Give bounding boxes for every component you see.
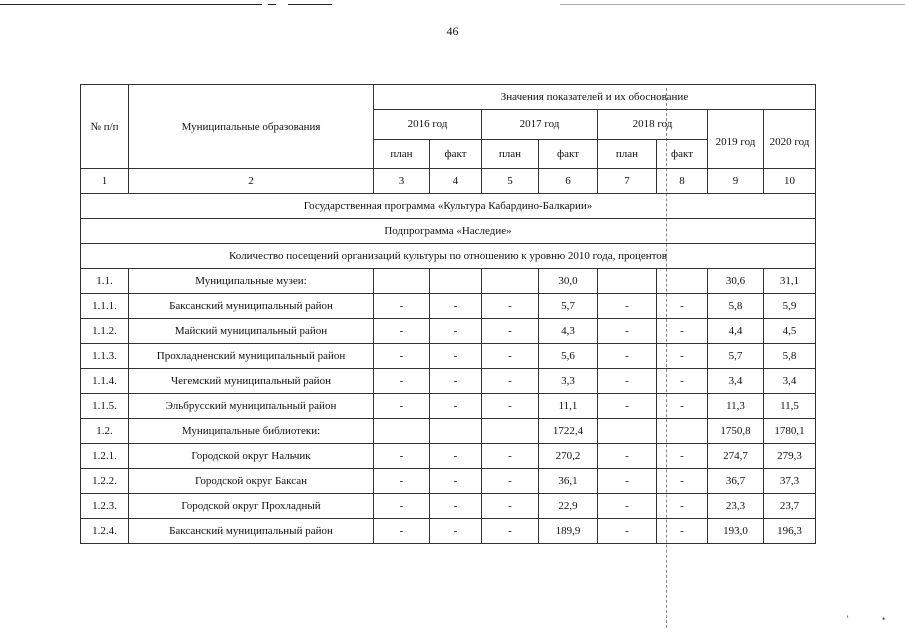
- row-value: [482, 269, 539, 294]
- row-value: -: [430, 444, 482, 469]
- table-row: [81, 294, 816, 319]
- table-row: [81, 494, 816, 519]
- row-value: -: [482, 469, 539, 494]
- row-value: -: [482, 319, 539, 344]
- row-value: -: [430, 519, 482, 544]
- row-value: -: [430, 319, 482, 344]
- row-value: -: [374, 394, 430, 419]
- row-value: 5,8: [708, 294, 764, 319]
- indicators-table: [80, 84, 816, 544]
- scan-top-line-right: [560, 4, 905, 5]
- row-value: -: [374, 344, 430, 369]
- scan-top-line-left: [0, 4, 262, 5]
- row-value: 5,7: [539, 294, 598, 319]
- header-values: Значения показателей и их обоснование: [374, 85, 816, 110]
- header-fact: факт: [430, 139, 482, 169]
- row-value: -: [657, 319, 708, 344]
- row-value: -: [430, 469, 482, 494]
- row-value: 23,7: [764, 494, 816, 519]
- row-value: -: [430, 394, 482, 419]
- row-value: [482, 419, 539, 444]
- row-value: [598, 269, 657, 294]
- row-number: 1.2.1.: [81, 444, 129, 469]
- row-value: -: [598, 394, 657, 419]
- row-value: -: [657, 519, 708, 544]
- col-index: 5: [482, 169, 539, 194]
- row-number: 1.2.2.: [81, 469, 129, 494]
- row-value: 30,0: [539, 269, 598, 294]
- row-value: 4,5: [764, 319, 816, 344]
- col-index: 9: [708, 169, 764, 194]
- row-value: -: [374, 444, 430, 469]
- row-value: 4,3: [539, 319, 598, 344]
- scan-speck: •: [882, 614, 886, 624]
- row-value: -: [598, 294, 657, 319]
- row-value: -: [374, 369, 430, 394]
- row-number: 1.1.4.: [81, 369, 129, 394]
- header-row-1: [81, 85, 816, 110]
- table-row: [81, 444, 816, 469]
- row-municipality: Муниципальные музеи:: [129, 269, 374, 294]
- row-value: -: [374, 494, 430, 519]
- row-value: -: [430, 344, 482, 369]
- row-value: -: [657, 344, 708, 369]
- header-year-2016: 2016 год: [374, 110, 482, 140]
- row-value: 30,6: [708, 269, 764, 294]
- row-value: 37,3: [764, 469, 816, 494]
- table-row: [81, 394, 816, 419]
- header-year-2019: 2019 год: [708, 110, 764, 169]
- row-value: -: [657, 444, 708, 469]
- header-year-2020: 2020 год: [764, 110, 816, 169]
- program-row: [81, 194, 816, 219]
- header-municipality: Муниципальные образования: [129, 85, 374, 169]
- header-plan: план: [598, 139, 657, 169]
- row-value: 36,7: [708, 469, 764, 494]
- subprogram-row: [81, 219, 816, 244]
- row-value: -: [482, 394, 539, 419]
- col-index: 7: [598, 169, 657, 194]
- indicator-title: Количество посещений организаций культуры по отношению к уровню 2010 года, процентов: [81, 244, 816, 269]
- row-number: 1.2.3.: [81, 494, 129, 519]
- row-municipality: Чегемский муниципальный район: [129, 369, 374, 394]
- header-fact: факт: [657, 139, 708, 169]
- row-value: -: [482, 444, 539, 469]
- row-value: -: [657, 369, 708, 394]
- col-index: 6: [539, 169, 598, 194]
- row-value: -: [657, 494, 708, 519]
- table-row: [81, 469, 816, 494]
- row-value: -: [482, 344, 539, 369]
- table-row: [81, 344, 816, 369]
- row-municipality: Городской округ Нальчик: [129, 444, 374, 469]
- row-value: 3,4: [764, 369, 816, 394]
- row-number: 1.1.: [81, 269, 129, 294]
- col-index: 3: [374, 169, 430, 194]
- program-title: Государственная программа «Культура Кабардино-Балкарии»: [81, 194, 816, 219]
- row-value: 23,3: [708, 494, 764, 519]
- row-value: -: [657, 469, 708, 494]
- col-index: 8: [657, 169, 708, 194]
- row-value: 1780,1: [764, 419, 816, 444]
- row-value: 11,1: [539, 394, 598, 419]
- row-value: -: [482, 369, 539, 394]
- row-value: 3,4: [708, 369, 764, 394]
- table-row: [81, 269, 816, 294]
- row-value: [374, 269, 430, 294]
- row-value: -: [430, 494, 482, 519]
- row-value: -: [482, 519, 539, 544]
- row-value: -: [482, 294, 539, 319]
- row-municipality: Городской округ Баксан: [129, 469, 374, 494]
- row-value: 36,1: [539, 469, 598, 494]
- row-municipality: Городской округ Прохладный: [129, 494, 374, 519]
- row-value: 3,3: [539, 369, 598, 394]
- row-value: -: [657, 294, 708, 319]
- col-index: 2: [129, 169, 374, 194]
- row-value: -: [598, 369, 657, 394]
- row-value: [430, 419, 482, 444]
- header-plan: план: [374, 139, 430, 169]
- row-number: 1.1.5.: [81, 394, 129, 419]
- table-row: [81, 369, 816, 394]
- page-number: 46: [446, 24, 459, 38]
- table-row: [81, 319, 816, 344]
- row-value: [657, 419, 708, 444]
- row-value: -: [430, 294, 482, 319]
- row-value: 5,8: [764, 344, 816, 369]
- row-municipality: Муниципальные библиотеки:: [129, 419, 374, 444]
- header-fact: факт: [539, 139, 598, 169]
- row-value: 193,0: [708, 519, 764, 544]
- row-municipality: Прохладненский муниципальный район: [129, 344, 374, 369]
- row-value: 274,7: [708, 444, 764, 469]
- col-index: 4: [430, 169, 482, 194]
- scan-speck: ʼ: [846, 614, 849, 624]
- row-value: 11,5: [764, 394, 816, 419]
- row-number: 1.2.4.: [81, 519, 129, 544]
- table-row: [81, 419, 816, 444]
- row-value: -: [482, 494, 539, 519]
- row-value: -: [657, 394, 708, 419]
- scan-top-line-mark: [268, 4, 276, 5]
- header-plan: план: [482, 139, 539, 169]
- subprogram-title: Подпрограмма «Наследие»: [81, 219, 816, 244]
- row-municipality: Эльбрусский муниципальный район: [129, 394, 374, 419]
- scan-top-line-mid: [288, 4, 332, 5]
- row-value: -: [430, 369, 482, 394]
- header-num: № п/п: [81, 85, 129, 169]
- row-value: [374, 419, 430, 444]
- row-value: 189,9: [539, 519, 598, 544]
- row-value: [657, 269, 708, 294]
- row-value: 11,3: [708, 394, 764, 419]
- row-value: -: [374, 319, 430, 344]
- row-value: 196,3: [764, 519, 816, 544]
- row-value: 31,1: [764, 269, 816, 294]
- header-year-2018: 2018 год: [598, 110, 708, 140]
- column-index-row: [81, 169, 816, 194]
- row-value: -: [374, 469, 430, 494]
- row-value: 279,3: [764, 444, 816, 469]
- row-value: -: [598, 444, 657, 469]
- row-value: -: [598, 494, 657, 519]
- row-value: -: [598, 344, 657, 369]
- data-rows: [81, 269, 816, 544]
- row-number: 1.2.: [81, 419, 129, 444]
- col-index: 1: [81, 169, 129, 194]
- row-value: [598, 419, 657, 444]
- header-year-2017: 2017 год: [482, 110, 598, 140]
- row-value: 1750,8: [708, 419, 764, 444]
- row-value: -: [598, 319, 657, 344]
- table-row: [81, 519, 816, 544]
- col-index: 10: [764, 169, 816, 194]
- row-number: 1.1.3.: [81, 344, 129, 369]
- row-municipality: Майский муниципальный район: [129, 319, 374, 344]
- row-value: 1722,4: [539, 419, 598, 444]
- row-value: 5,9: [764, 294, 816, 319]
- row-value: [430, 269, 482, 294]
- row-value: 4,4: [708, 319, 764, 344]
- row-value: -: [374, 519, 430, 544]
- row-value: 22,9: [539, 494, 598, 519]
- row-value: -: [598, 469, 657, 494]
- row-number: 1.1.1.: [81, 294, 129, 319]
- indicator-row: [81, 244, 816, 269]
- row-value: 5,6: [539, 344, 598, 369]
- row-value: -: [598, 519, 657, 544]
- row-value: 270,2: [539, 444, 598, 469]
- row-municipality: Баксанский муниципальный район: [129, 294, 374, 319]
- row-municipality: Баксанский муниципальный район: [129, 519, 374, 544]
- row-value: 5,7: [708, 344, 764, 369]
- row-number: 1.1.2.: [81, 319, 129, 344]
- row-value: -: [374, 294, 430, 319]
